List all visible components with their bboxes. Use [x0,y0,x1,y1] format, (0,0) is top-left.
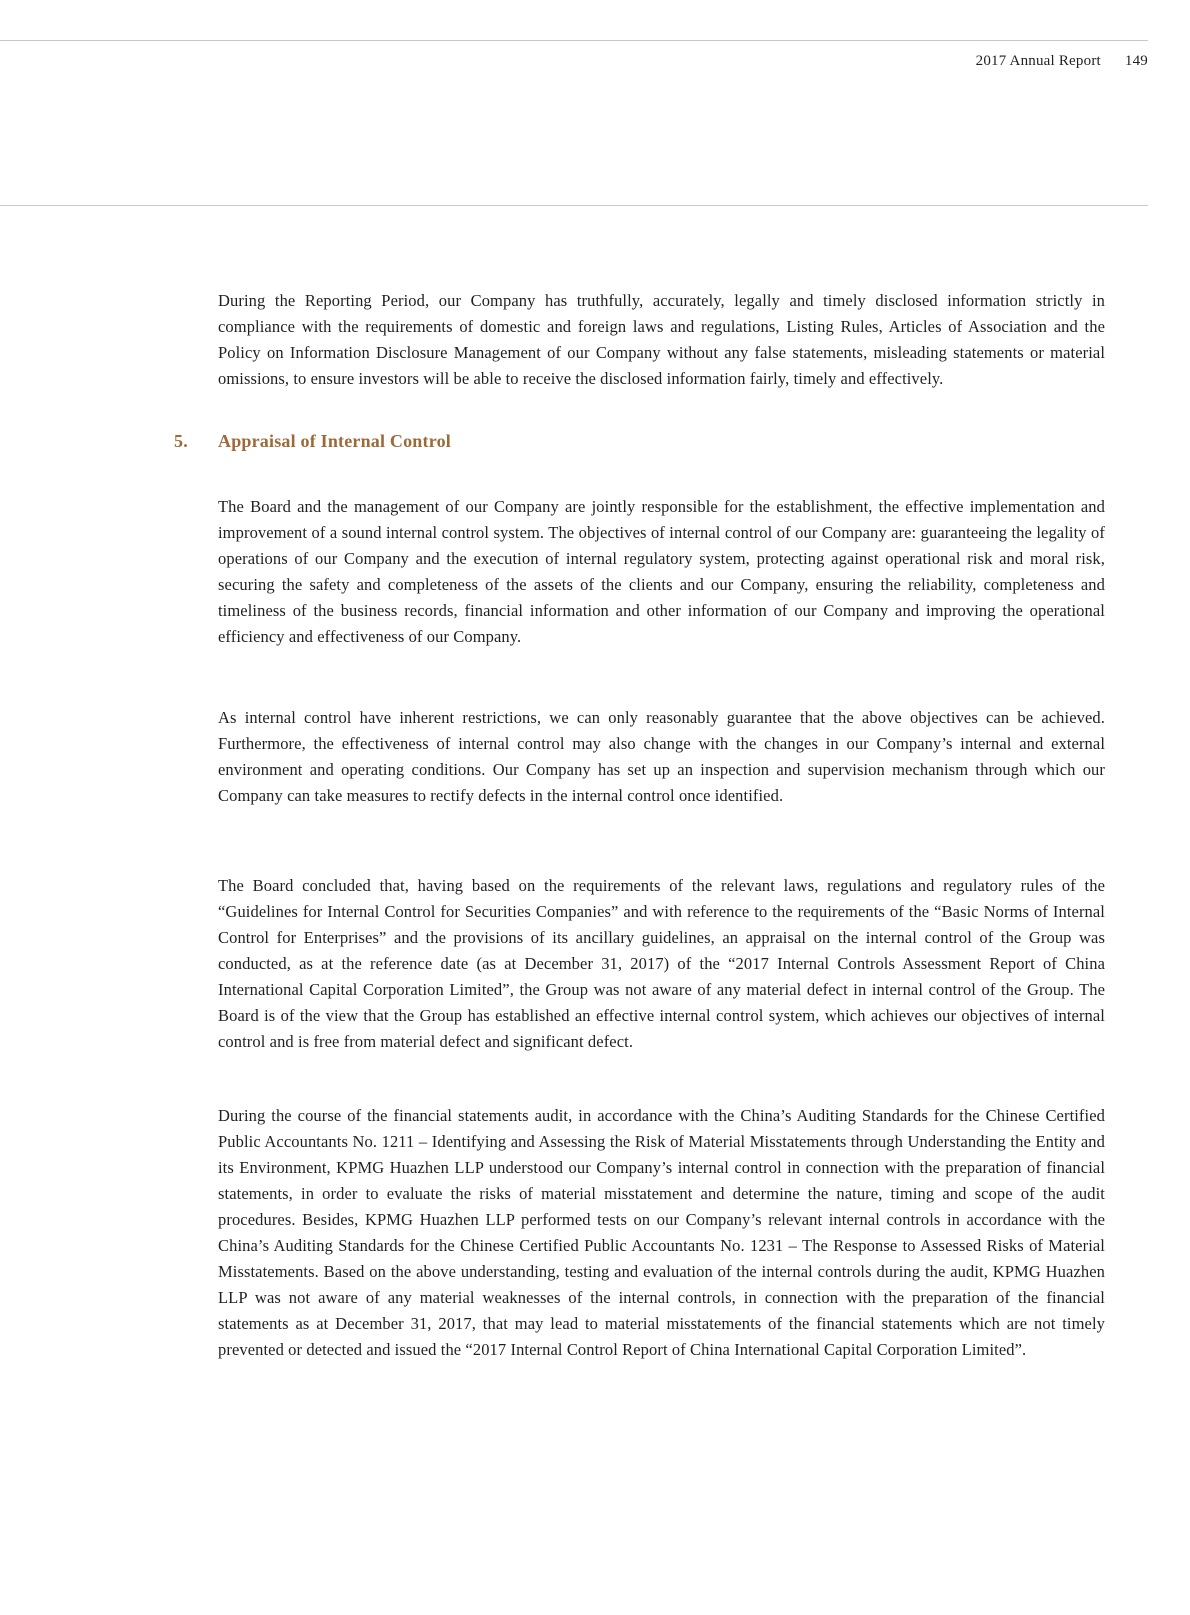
paragraph-board-conclusion: The Board concluded that, having based on the requirements of the relevant laws, regulations and regulatory rules of the “Guidelines for Internal Control for Securities Companies” and with reference to the requirements of the “Basic Norms of Internal Control for Enterprises” and the provisions of its ancillary guidelines, an appraisal on the internal control of the Group was conducted, as at the reference date (as at December 31, 2017) of the “2017 Internal Controls Assessment Report of China International Capital Corporation Limited”, the Group was not aware of any material defect in internal control of the Group. The Board is of the view that the Group has established an effective internal control system, which achieves our objectives of internal control and is free from material defect and significant defect. [218,875,1105,1051]
paragraph-disclosure: During the Reporting Period, our Company has truthfully, accurately, legally and timely disclosed information strictly in compliance with the requirements of domestic and foreign laws and regulations, Listing Rules, Articles of Association and the Policy on Information Disclosure Management of our Company without any false statements, misleading statements or material omissions, to ensure investors will be able to receive the disclosed information fairly, timely and effectively. [218,290,1105,388]
section-heading [174,428,1105,454]
section-title: Appraisal of Internal Control [218,431,451,451]
top-divider [0,40,1148,41]
header-divider [0,205,1148,206]
report-title: 2017 Annual Report [975,53,1101,69]
section-number: 5. [174,431,188,451]
page-number: 149 [1124,53,1148,69]
paragraph-board-responsibility: The Board and the management of our Company are jointly responsible for the establishment, the effective implementation and improvement of a sound internal control system. The objectives of internal control of our Company are: guaranteeing the legality of operations of our Company and the execution of internal regulatory system, protecting against operational risk and moral risk, securing the safety and completeness of the assets of the clients and our Company, ensuring the reliability, completeness and timeliness of the business records, financial information and other information of our Company and improving the operational efficiency and effectiveness of our Company. [218,496,1105,646]
paragraph-audit-course: During the course of the financial statements audit, in accordance with the China’s Auditing Standards for the Chinese Certified Public Accountants No. 1211 – Identifying and Assessing the Risk of Material Misstatements through Understanding the Entity and its Environment, KPMG Huazhen LLP understood our Company’s internal control in connection with the preparation of financial statements, in order to evaluate the risks of material misstatement and determine the nature, timing and scope of the audit procedures. Besides, KPMG Huazhen LLP performed tests on our Company’s relevant internal controls in accordance with the China’s Auditing Standards for the Chinese Certified Public Accountants No. 1231 – The Response to Assessed Risks of Material Misstatements. Based on the above understanding, testing and evaluation of the internal controls during the audit, KPMG Huazhen LLP was not aware of any material weaknesses of the internal controls, in connection with the preparation of the financial statements as at December 31, 2017, that may lead to material misstatements of the financial statements which are not timely prevented or detected and issued the “2017 Internal Control Report of China International Capital Corporation Limited”. [218,1105,1105,1359]
page-header [0,50,1148,72]
paragraph-inherent-restrictions: As internal control have inherent restrictions, we can only reasonably guarantee that the above objectives can be achieved. Furthermore, the effectiveness of internal control may also change with the changes in our Company’s internal and external environment and operating conditions. Our Company has set up an inspection and supervision mechanism through which our Company can take measures to rectify defects in the internal control once identified. [218,707,1105,805]
